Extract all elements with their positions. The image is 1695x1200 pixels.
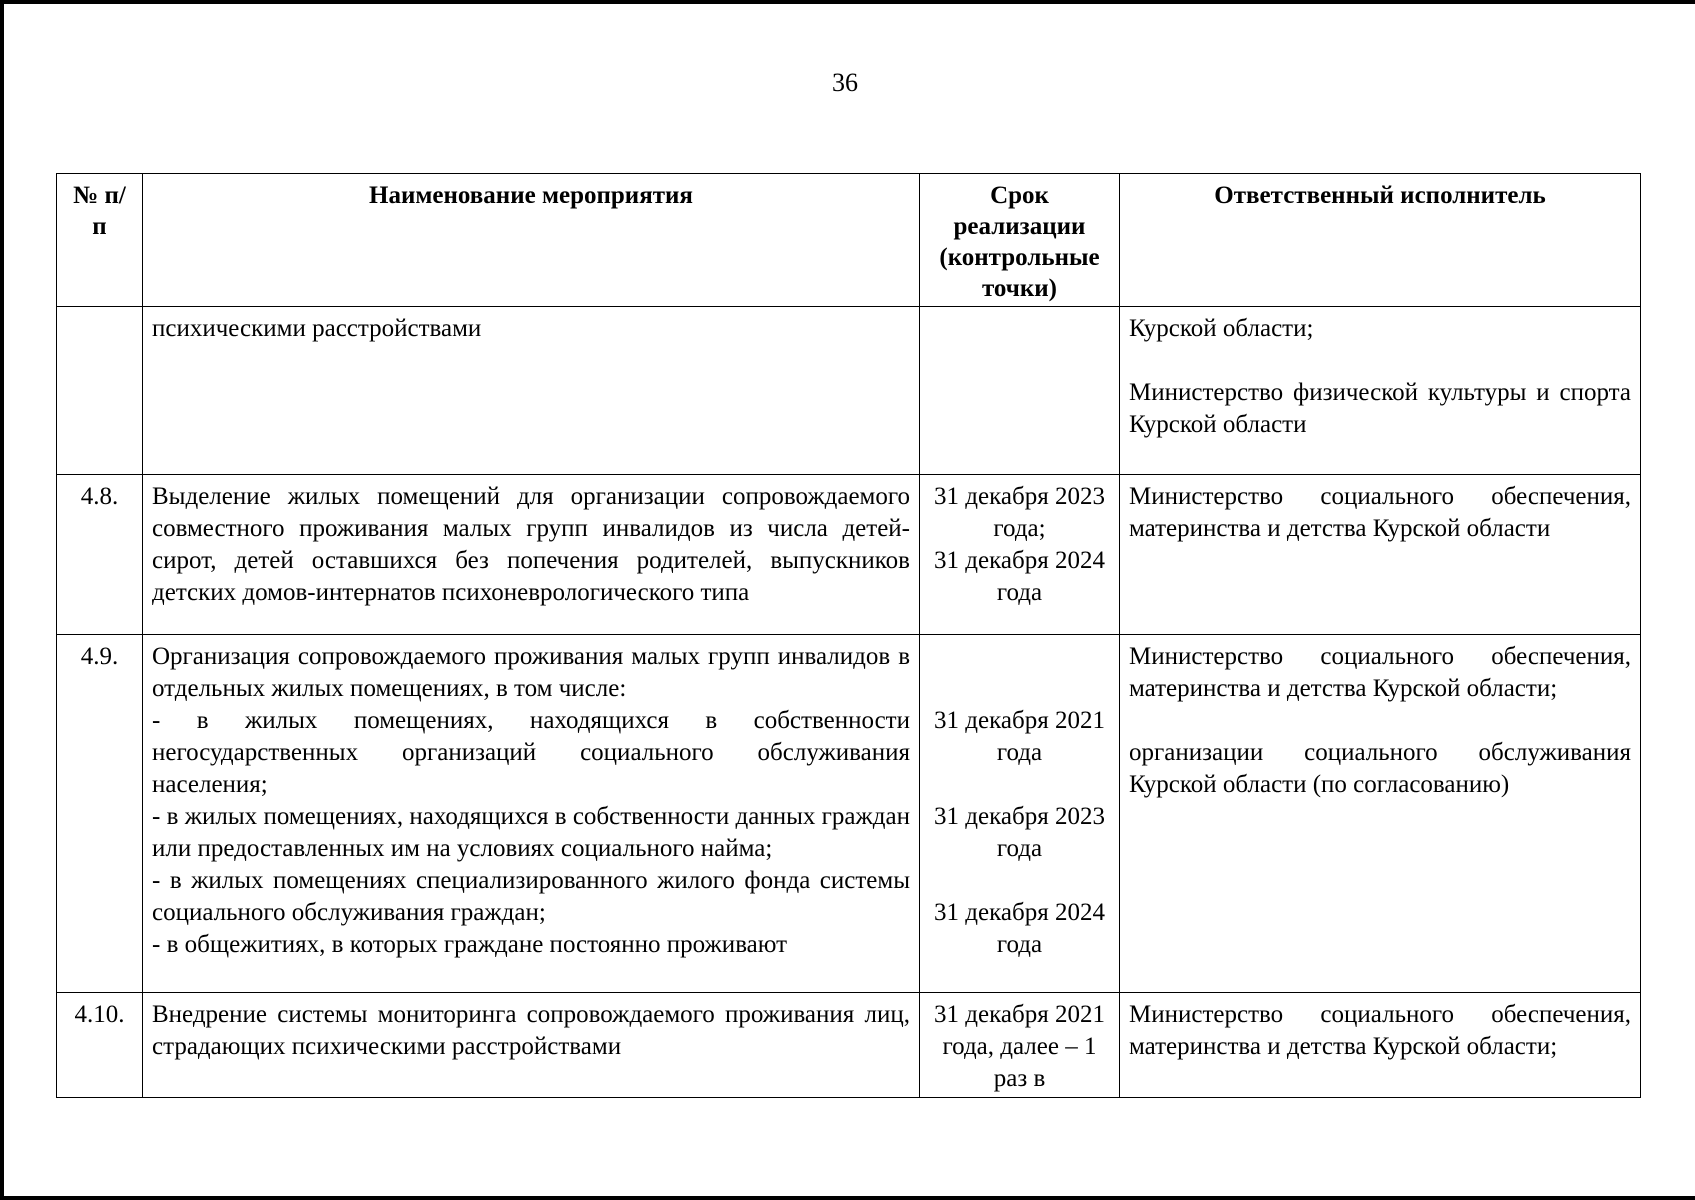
activity-line: - в жилых помещениях специализированного жилого фонда системы социального обслуживания граждан; [152, 867, 910, 926]
term [920, 993, 1120, 1098]
activity-line: - в общежитиях, в которых граждане постоянно проживают [152, 931, 788, 958]
term [920, 635, 1120, 993]
responsible [1120, 475, 1641, 635]
header-responsible: Ответственный исполнитель [1120, 174, 1641, 307]
term-line: 31 декабря 2023 года; [934, 483, 1105, 542]
activity-line: - в жилых помещениях, находящихся в собственности негосударственных организаций социального обслуживания населения; [152, 707, 910, 798]
header-term: Срок реализации (контрольные точки) [920, 174, 1120, 307]
activities-table [56, 173, 1641, 1098]
activity-name [143, 635, 920, 993]
responsible [1120, 635, 1641, 993]
activity-line: - в жилых помещениях, находящихся в собственности данных граждан или предоставленных им на условиях социального найма; [152, 803, 910, 862]
responsible-line: Министерство социального обеспечения, материнства и детства Курской области; [1129, 1001, 1631, 1060]
responsible [1120, 307, 1641, 475]
table-row [57, 307, 1641, 475]
responsible-line: Курской области; [1129, 315, 1314, 342]
responsible [1120, 993, 1641, 1098]
term-line: 31 декабря 2024 года [934, 899, 1105, 958]
responsible-line: Министерство физической культуры и спорта Курской области [1129, 379, 1631, 438]
table-row [57, 993, 1641, 1098]
row-number: 4.8. [57, 475, 143, 635]
term-line: 31 декабря 2021 года [934, 707, 1105, 766]
row-number: 4.10. [57, 993, 143, 1098]
activity-name: Выделение жилых помещений для организации сопровождаемого совместного проживания малых групп инвалидов из числа детей-сирот, детей оставшихся без попечения родителей, выпускников детских домов-интернатов психоневрологического типа [143, 475, 920, 635]
responsible-line: организации социального обслуживания Курской области (по согласованию) [1129, 739, 1631, 798]
scan-border-top [0, 0, 1695, 4]
term [920, 307, 1120, 475]
activity-name: Внедрение системы мониторинга сопровождаемого проживания лиц, страдающих психическими расстройствами [143, 993, 920, 1098]
term-line: 31 декабря 2024 года [934, 547, 1105, 606]
term-line: 31 декабря 2021 года, далее – 1 раз в [934, 1001, 1105, 1092]
table-row [57, 635, 1641, 993]
header-number: № п/п [57, 174, 143, 307]
page-number: 36 [832, 68, 858, 97]
row-number: 4.9. [57, 635, 143, 993]
scan-border-bottom [0, 1196, 1695, 1200]
scan-border-left [0, 0, 4, 1200]
term-line: 31 декабря 2023 года [934, 803, 1105, 862]
table-row [57, 475, 1641, 635]
term [920, 475, 1120, 635]
header-activity-name: Наименование мероприятия [143, 174, 920, 307]
activity-line: Организация сопровождаемого проживания малых групп инвалидов в отдельных жилых помещениях, в том числе: [152, 643, 910, 702]
responsible-line: Министерство социального обеспечения, материнства и детства Курской области; [1129, 643, 1631, 702]
table-header-row [57, 174, 1641, 307]
responsible-line: Министерство социального обеспечения, материнства и детства Курской области [1129, 483, 1631, 542]
row-number [57, 307, 143, 475]
activity-name: психическими расстройствами [143, 307, 920, 475]
